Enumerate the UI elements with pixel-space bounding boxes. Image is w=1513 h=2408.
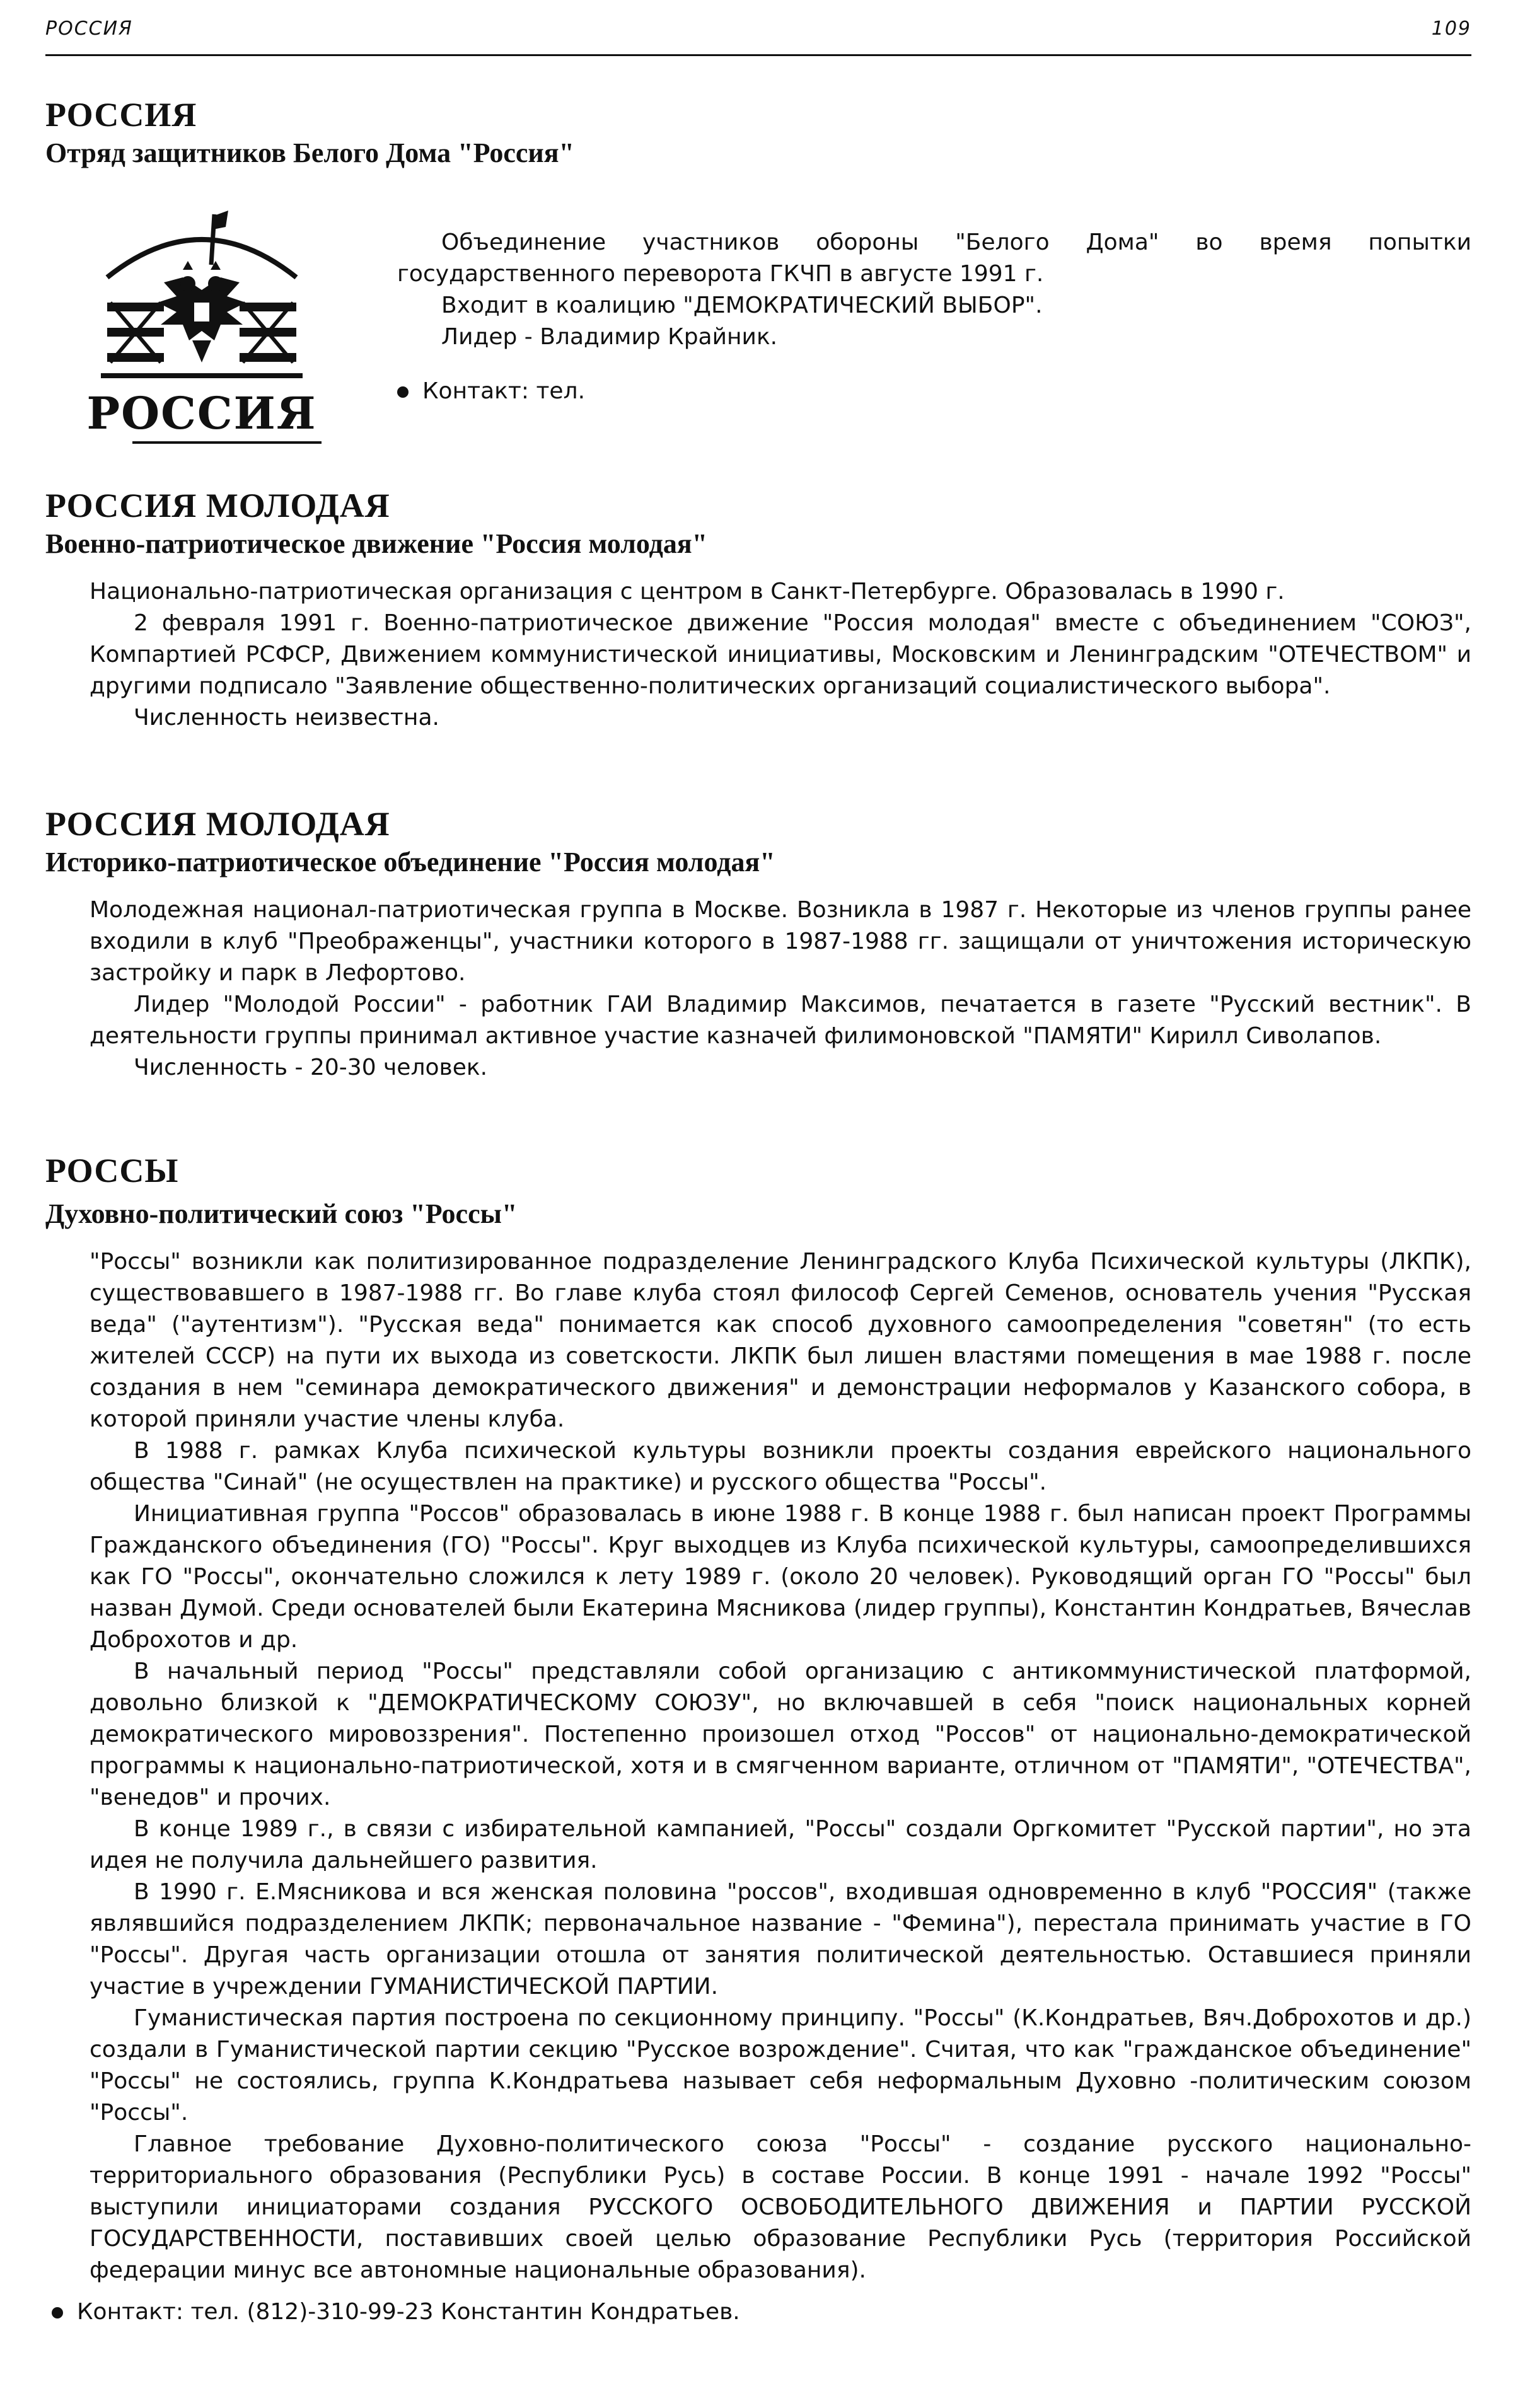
contact-text: Контакт: тел. bbox=[422, 378, 586, 404]
paragraph: Лидер "Молодой России" - работник ГАИ Владимир Максимов, печатается в газете "Русский вестник". В деятельности группы принимал активное участие казначей филимоновской "ПАМЯТИ" Кирилл Сиволапов. bbox=[90, 992, 1471, 1049]
section-title: РОССИЯ МОЛОДАЯ bbox=[45, 487, 390, 524]
paragraph: Главное требование Духовно-политического союза "Россы" - создание русского национально-территориального образования (Республики Русь) в составе России. В конце 1991 - начале 1992 "Россы" выступили инициаторами создания РУССКОГО ОСВОБОДИТЕЛЬНОГО ДВИЖЕНИЯ и ПАРТИИ РУССКОЙ ГОСУДАРСТВЕННОСТИ, поставивших своей целью образование Республики Русь (территория Российской федерации минус все автономные национальные образования). bbox=[90, 2131, 1471, 2283]
section-rossiya-molodaya-military bbox=[45, 485, 1471, 734]
paragraph: Входит в коалицию "ДЕМОКРАТИЧЕСКИЙ ВЫБОР". bbox=[441, 292, 1043, 318]
svg-text:РОССИЯ: РОССИЯ bbox=[86, 387, 317, 439]
section-title: РОССЫ bbox=[45, 1152, 179, 1190]
bullet-icon bbox=[397, 386, 409, 398]
section-subtitle: Историко-патриотическое объединение "Россия молодая" bbox=[45, 847, 775, 877]
paragraph: Лидер - Владимир Крайник. bbox=[441, 324, 778, 350]
contact-text: Контакт: тел. (812)-310-99-23 Константин Кондратьев. bbox=[77, 2299, 740, 2325]
section-subtitle: Отряд защитников Белого Дома "Россия" bbox=[45, 137, 574, 168]
section-rossy bbox=[45, 1150, 1471, 2328]
double-headed-eagle-icon bbox=[82, 208, 322, 454]
bullet-icon bbox=[52, 2307, 63, 2318]
section-title: РОССИЯ bbox=[45, 96, 197, 134]
paragraph: В начальный период "Россы" представляли собой организацию с антикоммунистической платформой, довольно близкой к "ДЕМОКРАТИЧЕСКОМУ СОЮЗУ", но включавшей в себя "поиск национальных корней демократического мировоззрения". Постепенно произошел отход "Россов" от национально-демократической программы к национально-патриотической, хотя и в смягченном варианте, отличном от "ПАМЯТИ", "ОТЕЧЕСТВА", "венедов" и прочих. bbox=[90, 1658, 1471, 1810]
section-rossiya bbox=[45, 95, 1471, 171]
section-body bbox=[45, 894, 1471, 1084]
section-subtitle: Военно-патриотическое движение "Россия молодая" bbox=[45, 528, 708, 559]
section-body bbox=[45, 1246, 1471, 2286]
paragraph: 2 февраля 1991 г. Военно-патриотическое движение "Россия молодая" вместе с объединением "СОЮЗ", Компартией РСФСР, Движением коммунистической инициативы, Московским и Ленинградским "ОТЕЧЕСТВОМ" и другими подписало "Заявление общественно-политических организаций социалистического выбора". bbox=[90, 610, 1471, 699]
emblem-logo bbox=[82, 208, 322, 454]
paragraph: Инициативная группа "Россов" образовалась в июне 1988 г. В конце 1988 г. был написан проект Программы Гражданского объединения (ГО) "Россы". Круг выходцев из Клуба психической культуры, самоопределившихся как ГО "Россы", окончательно сложился к лету 1989 г. (около 20 человек). Руководящий орган ГО "Россы" был назван Думой. Среди основателей были Екатерина Мясникова (лидер группы), Константин Кондратьев, Вячеслав Доброхотов и др. bbox=[90, 1501, 1471, 1653]
running-head-title: РОССИЯ bbox=[45, 18, 133, 40]
contact-line bbox=[397, 376, 1471, 407]
contact-line bbox=[45, 2296, 1471, 2328]
paragraph: В 1988 г. рамках Клуба психической культуры возникли проекты создания еврейского национального общества "Синай" (не осуществлен на практике) и русского общества "Россы". bbox=[90, 1438, 1471, 1495]
paragraph: В 1990 г. Е.Мясникова и вся женская половина "россов", входившая одновременно в клуб "РОССИЯ" (также являвшийся подразделением ЛКПК; первоначальное название - "Фемина"), перестала принимать участие в ГО "Россы". Другая часть организации отошла от занятия политической деятельностью. Оставшиеся приняли участие в учреждении ГУМАНИСТИЧЕСКОЙ ПАРТИИ. bbox=[90, 1879, 1471, 2000]
page-number: 109 bbox=[1431, 18, 1471, 40]
paragraph: Национально-патриотическая организация с центром в Санкт-Петербурге. Образовалась в 1990 г. bbox=[90, 579, 1285, 605]
paragraph: Численность - 20-30 человек. bbox=[134, 1055, 488, 1080]
running-head bbox=[45, 18, 1471, 40]
paragraph: В конце 1989 г., в связи с избирательной кампанией, "Россы" создали Оргкомитет "Русской партии", но эта идея не получила дальнейшего развития. bbox=[90, 1816, 1471, 1873]
section-body bbox=[45, 576, 1471, 734]
paragraph: Численность неизвестна. bbox=[134, 705, 439, 731]
section-subtitle: Духовно-политический союз "Россы" bbox=[45, 1198, 518, 1229]
emblem-underline bbox=[132, 441, 322, 444]
paragraph: "Россы" возникли как политизированное подразделение Ленинградского Клуба Психической культуры (ЛКПК), существовавшего в 1987-1988 гг. Во главе клуба стоял философ Сергей Семенов, основатель учения "Русская веда" ("аутентизм"). "Русская веда" понимается как способ духовного самоопределения "советян" (то есть жителей СССР) на пути их выхода из советскости. ЛКПК был лишен властями помещения в мае 1988 г. после создания в нем "семинара демократического движения" и демонстрации неформалов у Казанского собора, в которой приняли участие члены клуба. bbox=[90, 1249, 1471, 1432]
section-rossiya-body bbox=[397, 227, 1471, 407]
paragraph: Гуманистическая партия построена по секционному принципу. "Россы" (К.Кондратьев, Вяч.Доброхотов и др.) создали в Гуманистической партии секцию "Русское возрождение". Считая, что как "гражданское объединение" "Россы" не состоялись, группа К.Кондратьева называет себя неформальным Духовно -политическим союзом "Россы". bbox=[90, 2005, 1471, 2126]
section-rossiya-molodaya-historical bbox=[45, 804, 1471, 1084]
header-rule bbox=[45, 54, 1471, 56]
paragraph: Молодежная национал-патриотическая группа в Москве. Возникла в 1987 г. Некоторые из членов группы ранее входили в клуб "Преображенцы", участники которого в 1987-1988 гг. защищали от уничтожения историческую застройку и парк в Лефортово. bbox=[90, 897, 1471, 986]
paragraph: Объединение участников обороны "Белого Дома" во время попытки государственного переворота ГКЧП в августе 1991 г. bbox=[397, 229, 1471, 287]
section-title: РОССИЯ МОЛОДАЯ bbox=[45, 805, 390, 843]
